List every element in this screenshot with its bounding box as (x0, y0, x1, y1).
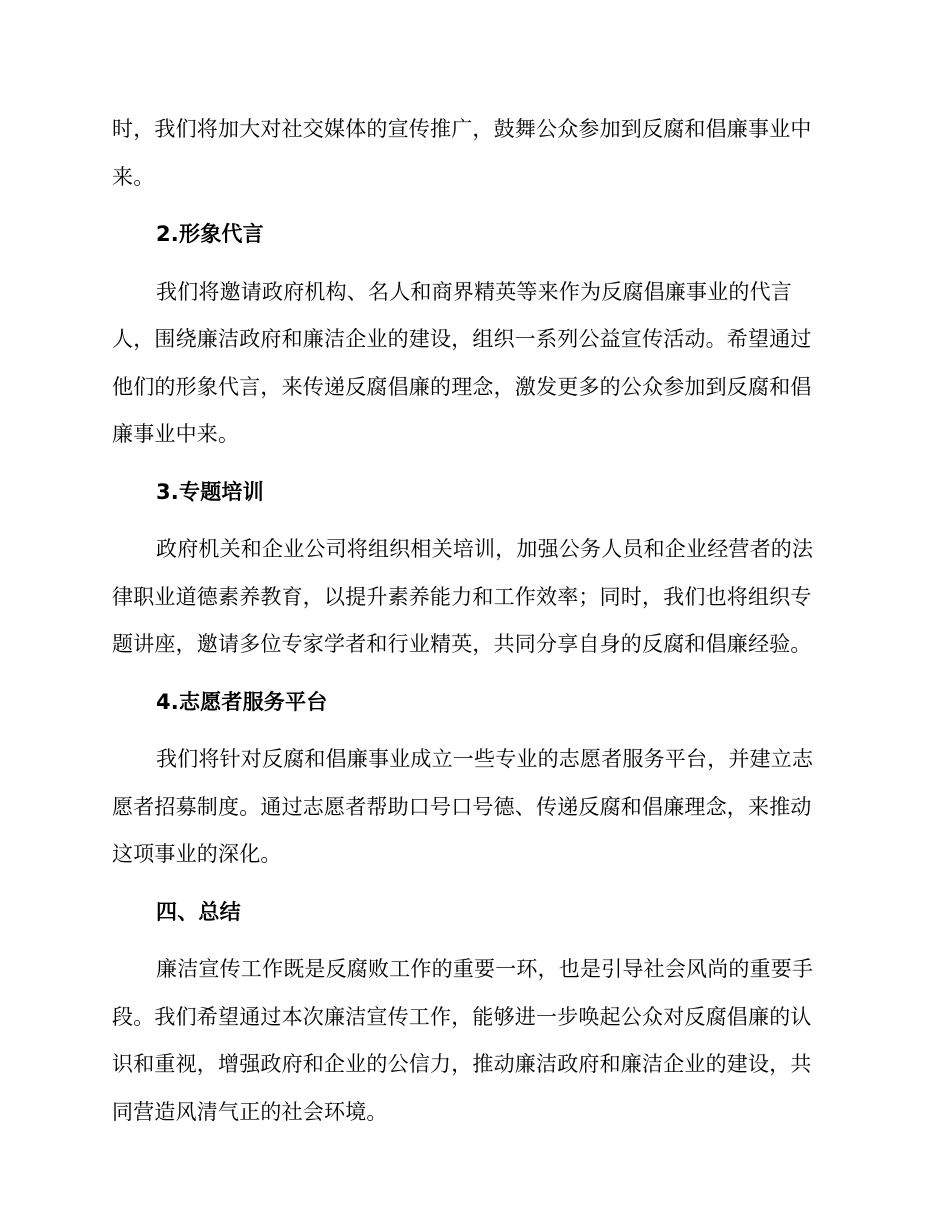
text-line: 廉事业中来。 (112, 422, 240, 446)
paragraph-special-training (112, 526, 832, 669)
paragraph-image-endorsement (112, 269, 832, 459)
section-heading-special-training: 3.专题培训 (156, 479, 264, 504)
section-heading-image-endorsement: 2.形象代言 (156, 222, 264, 246)
text-line: 他们的形象代言，来传递反腐倡廉的理念，激发更多的公众参加到反腐和倡 (112, 374, 812, 399)
section-heading-volunteer-platform: 4.志愿者服务平台 (156, 689, 328, 714)
paragraph-continuation (112, 106, 832, 201)
section-heading-summary: 四、总结 (156, 899, 241, 924)
text-line: 题讲座，邀请多位专家学者和行业精英，共同分享自身的反腐和倡廉经验。 (112, 632, 812, 656)
paragraph-volunteer-platform (112, 736, 832, 879)
text-line: 人，围绕廉洁政府和廉洁企业的建设，组织一系列公益宣传活动。希望通过 (112, 327, 812, 351)
text-line: 政府机关和企业公司将组织相关培训，加强公务人员和企业经营者的法 (156, 537, 814, 561)
text-line: 同营造风清气正的社会环境。 (112, 1099, 388, 1124)
document-page (112, 106, 832, 1136)
text-line: 段。我们希望通过本次廉洁宣传工作，能够进一步唤起公众对反腐倡廉的认 (112, 1004, 812, 1029)
text-line: 识和重视，增强政府和企业的公信力，推动廉洁政府和廉洁企业的建设，共 (112, 1052, 812, 1076)
text-line: 来。 (112, 164, 155, 189)
text-line: 这项事业的深化。 (112, 842, 282, 866)
text-line: 我们将针对反腐和倡廉事业成立一些专业的志愿者服务平台，并建立志 (156, 747, 814, 771)
text-line: 律职业道德素养教育，以提升素养能力和工作效率；同时，我们也将组织专 (112, 584, 812, 609)
text-line: 愿者招募制度。通过志愿者帮助口号口号德、传递反腐和倡廉理念，来推动 (112, 794, 812, 819)
paragraph-summary (112, 946, 832, 1136)
text-line: 我们将邀请政府机构、名人和商界精英等来作为反腐倡廉事业的代言 (156, 279, 792, 304)
text-line: 时，我们将加大对社交媒体的宣传推广，鼓舞公众参加到反腐和倡廉事业中 (112, 117, 812, 141)
text-line: 廉洁宣传工作既是反腐败工作的重要一环，也是引导社会风尚的重要手 (156, 957, 814, 981)
